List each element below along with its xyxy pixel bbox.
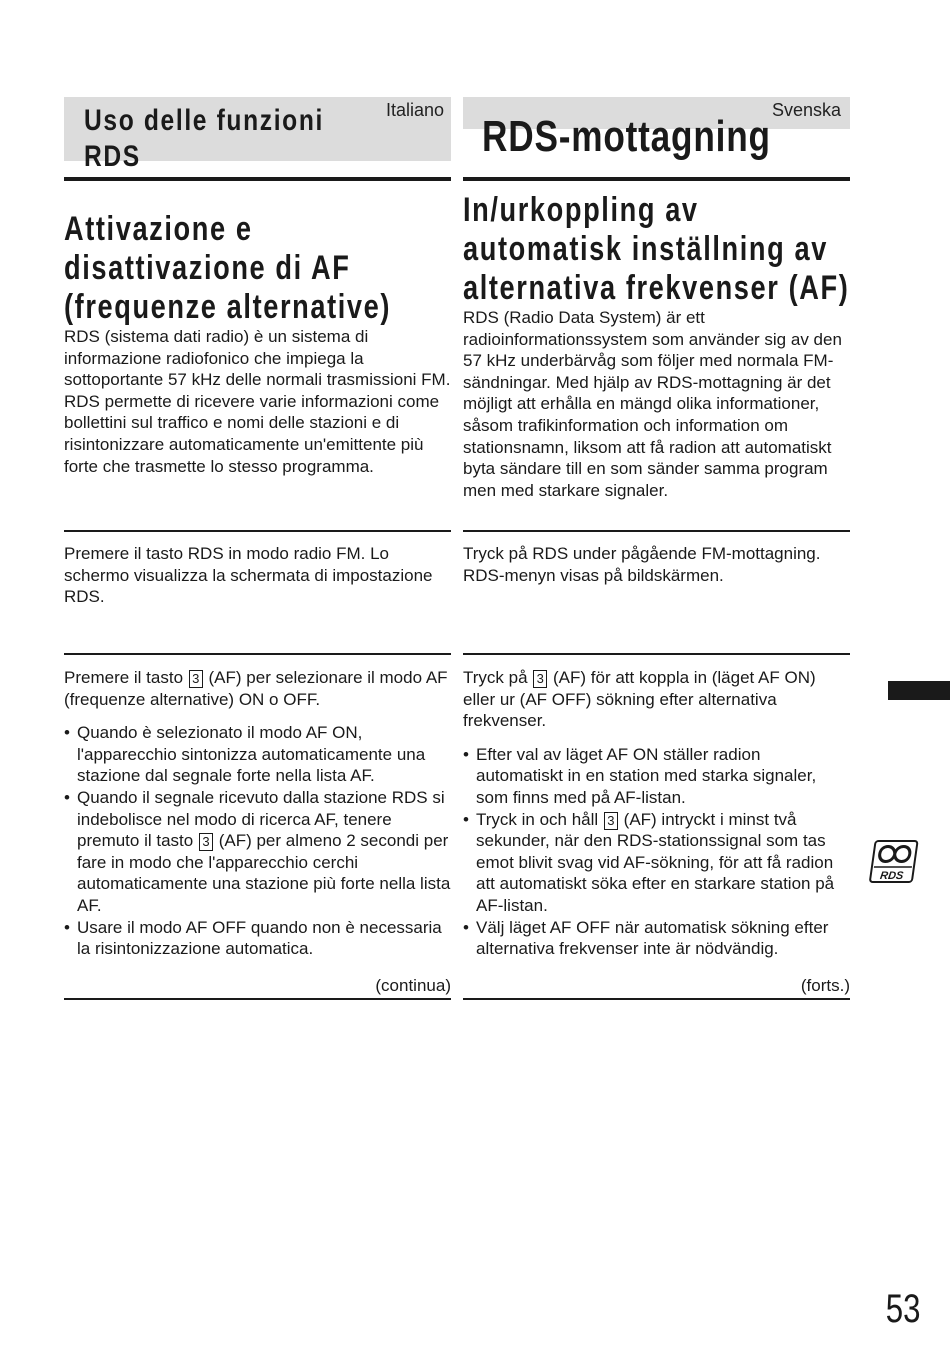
it-intro-paragraph: RDS (sistema dati radio) è un sistema di informazione radiofonico che impiega la sottoportante 57 kHz delle normali trasmissioni FM. RDS permette di ricevere varie informazioni come bollettini sul traffico e nomi delle stazioni e di risintonizzare automaticamente un'emittente più forte che trasmette lo stesso programma.	[64, 327, 451, 476]
sv-step2-pre: Tryck på	[463, 668, 528, 687]
sv-bullet-2	[463, 809, 850, 917]
sv-bullet-2-post: (AF) intryckt i minst två sekunder, när den RDS-stationssignal som tas emot blivit svag vid AF-sökning, för att få radion att automatiskt söka efter en starkare station på AF-listan.	[476, 809, 835, 915]
it-step2	[64, 667, 456, 960]
it-continued-label: (continua)	[375, 976, 451, 995]
it-language-label: Italiano	[386, 100, 445, 120]
rds-logo-icon	[866, 838, 922, 886]
sv-heading-line3: alternativa frekvenser (AF)	[463, 269, 850, 307]
it-bullet-2-post: (AF) per almeno 2 secondi per fare in modo che l'apparecchio cerchi automaticamente una stazione più forte nella lista AF.	[77, 831, 451, 915]
it-heading-line3: (frequenze alternative)	[64, 288, 392, 326]
sv-heading-line1: In/urkoppling av	[463, 191, 699, 229]
sv-step2	[463, 667, 850, 960]
sv-rule-1	[463, 530, 850, 532]
sv-step2-post: (AF) för att koppla in (läget AF ON) eller ur (AF OFF) sökning efter alternativa frekvenser.	[463, 668, 816, 731]
sv-section-title: RDS-mottagning	[482, 112, 771, 161]
sv-bottom-rule	[463, 998, 850, 1000]
it-bullet-2-pre: Quando il segnale ricevuto dalla stazione RDS si indebolisce nel modo di ricerca AF, tenere premuto il tasto	[77, 787, 445, 851]
sv-intro-paragraph: RDS (Radio Data System) är ett radioinformationssystem som använder sig av den 57 kHz underbärvåg som följer med normala FM-sändningar. Med hjälp av RDS-mottagning är det möjligt att erhålla en mängd olika informationer, såsom trafikinformation och information om stationsnamn, liksom att få radion att automatiskt byta sändare till en som sänder samma program men med starkare signaler.	[463, 308, 842, 500]
it-rule-1	[64, 530, 451, 532]
af-key-3-icon: 3	[199, 833, 213, 851]
sv-step1-text: Tryck på RDS under pågående FM-mottagning. RDS-menyn visas på bildskärmen.	[463, 544, 821, 585]
af-key-3-icon: 3	[604, 812, 618, 830]
it-step2-pre: Premere il tasto	[64, 668, 184, 687]
sv-bullet-2-pre: Tryck in och håll	[476, 809, 599, 829]
it-heading-line1: Attivazione e	[64, 210, 253, 248]
it-bullet-3: • Usare il modo AF OFF quando non è necessaria la risintonizzazione automatica.	[64, 917, 456, 960]
af-key-3-icon: 3	[533, 670, 547, 688]
it-top-rule	[64, 177, 451, 181]
it-step1-text: Premere il tasto RDS in modo radio FM. Lo schermo visualizza la schermata di impostazione RDS.	[64, 544, 433, 607]
sv-bullet-1: • Efter val av läget AF ON ställer radion automatiskt in en station med starka signaler, som finns med på AF-listan.	[463, 744, 850, 809]
rds-logo-svg	[866, 838, 922, 886]
sv-top-rule	[463, 177, 850, 181]
sv-heading-line2: automatisk inställning av	[463, 230, 828, 268]
af-key-3-icon: 3	[189, 670, 203, 688]
sv-rule-2	[463, 653, 850, 655]
it-bullet-1: • Quando è selezionato il modo AF ON, l'apparecchio sintonizza automaticamente una stazione dal segnale forte nella lista AF.	[64, 722, 456, 787]
it-rule-2	[64, 653, 451, 655]
page-number: 53	[885, 1287, 920, 1331]
it-heading-line2: disattivazione di AF	[64, 249, 351, 287]
sv-language-label: Svenska	[772, 100, 842, 120]
sv-continued-label: (forts.)	[800, 976, 850, 995]
it-bottom-rule	[64, 998, 451, 1000]
rds-logo-text: RDS	[879, 870, 905, 882]
it-step2-post: (AF) per selezionare il modo AF (frequenze alternative) ON o OFF.	[64, 668, 448, 709]
it-section-title-line1: Uso delle funzioni	[84, 104, 324, 137]
sv-bullet-3: • Välj läget AF OFF när automatisk sökning efter alternativa frekvenser inte är nödvändig.	[463, 917, 850, 960]
section-thumb-tab	[888, 681, 950, 700]
it-section-title-line2: RDS	[84, 140, 141, 173]
it-bullet-2	[64, 787, 456, 917]
